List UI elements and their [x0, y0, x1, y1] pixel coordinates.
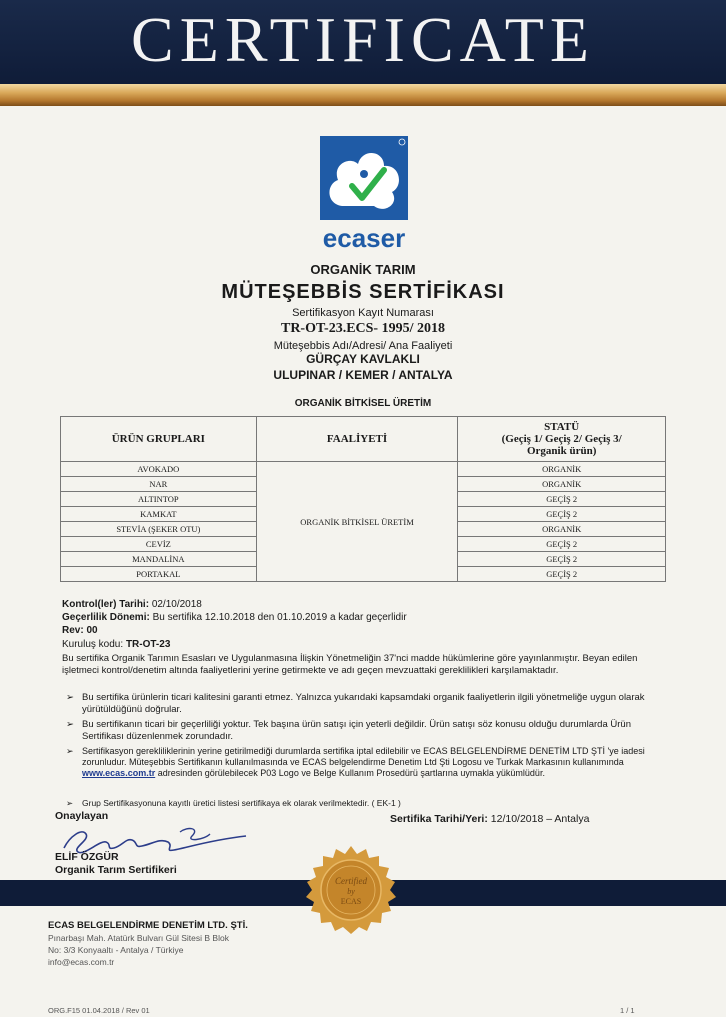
status-cell: GEÇİŞ 2 — [458, 567, 666, 582]
table-row — [61, 462, 666, 477]
col-activity: FAALİYETİ — [256, 417, 458, 462]
certificate-date: Sertifika Tarihi/Yeri: 12/10/2018 – Antalya — [390, 813, 590, 825]
status-cell: GEÇİŞ 2 — [458, 492, 666, 507]
entrepreneur-label: Müteşebbis Adı/Adresi/ Ana Faaliyeti — [273, 340, 453, 352]
status-cell: ORGANİK — [458, 462, 666, 477]
product-cell: NAR — [61, 477, 257, 492]
product-cell: MANDALİNA — [61, 552, 257, 567]
product-cell: KAMKAT — [61, 507, 257, 522]
product-table — [60, 416, 666, 582]
footer-address-2: No: 3/3 Konyaaltı - Antalya / Türkiye — [48, 945, 184, 955]
status-cell: ORGANİK — [458, 477, 666, 492]
bullet-group: ➢ Grup Sertifikasyonuna kayıtlı üretici listesi sertifikaya ek olarak verilmektedir. ( EK-1 ) — [66, 798, 401, 808]
approver-label: Onaylayan — [55, 810, 109, 822]
regulation-paragraph: Bu sertifika Organik Tarımın Esasları ve Uygulanmasına İlişkin Yönetmeliğin 37'nci madde hükümlerine göre yayınlanmıştır. Beyan edilen işletmeci kontrol/denetim altında faaliyetlerini yerine getirmekte ve adı geçen mevzuattaki gereklilikleri karşılamaktadır. — [62, 653, 638, 676]
bullet-quality: ➢ Bu sertifika ürünlerin ticari kalitesini garanti etmez. Yalnızca yukarıdaki kapsamdaki organik faaliyetlerin ilgili yönetmeliğe uygun olarak yürütüldüğünü doğrular. — [66, 692, 645, 715]
entrepreneur-name: GÜRÇAY KAVLAKLI — [306, 352, 420, 366]
registration-label: Sertifikasyon Kayıt Numarası — [292, 307, 434, 319]
ecas-website-link[interactable]: www.ecas.com.tr — [82, 768, 156, 778]
product-cell: CEVİZ — [61, 537, 257, 552]
org-code: Kuruluş kodu: TR-OT-23 — [62, 639, 171, 650]
col-status: STATÜ (Geçiş 1/ Geçiş 2/ Geçiş 3/ Organik ürün) — [458, 417, 666, 462]
product-cell: AVOKADO — [61, 462, 257, 477]
gold-seal-icon — [304, 844, 398, 938]
approver-name: ELİF ÖZGÜR — [55, 851, 119, 863]
entrepreneur-address: ULUPINAR / KEMER / ANTALYA — [273, 368, 453, 382]
gold-stripe — [0, 84, 726, 106]
col-product-groups: ÜRÜN GRUPLARI — [61, 417, 257, 462]
product-cell: PORTAKAL — [61, 567, 257, 582]
activity-cell: ORGANİK BİTKİSEL ÜRETİM — [256, 462, 458, 582]
approver-title: Organik Tarım Sertifikeri — [55, 864, 177, 876]
validity-period: Geçerlilik Dönemi: Bu sertifika 12.10.2018 den 01.10.2019 a kadar geçerlidir — [62, 612, 407, 623]
heading-organic: ORGANİK TARIM — [310, 262, 416, 277]
revision: Rev: 00 — [62, 625, 98, 636]
status-cell: GEÇİŞ 2 — [458, 537, 666, 552]
main-activity: ORGANİK BİTKİSEL ÜRETİM — [294, 398, 432, 409]
product-cell: STEVİA (ŞEKER OTU) — [61, 522, 257, 537]
footer-email: info@ecas.com.tr — [48, 957, 115, 967]
product-cell: ALTINTOP — [61, 492, 257, 507]
heading-certificate-type: MÜTEŞEBBİS SERTİFİKASI — [221, 281, 505, 303]
certificate-title: CERTIFICATE — [131, 4, 595, 75]
page-number: 1 / 1 — [620, 1006, 635, 1015]
form-code: ORG.F15 01.04.2018 / Rev 01 — [48, 1006, 150, 1015]
seal-text-2: by — [347, 887, 355, 896]
seal-text-3: ECAS — [340, 897, 362, 906]
logo-text: ecaser — [322, 223, 406, 253]
arrow-icon: ➢ — [66, 798, 74, 808]
status-cell: GEÇİŞ 2 — [458, 507, 666, 522]
arrow-icon: ➢ — [66, 692, 74, 703]
registration-number: TR-OT-23.ECS- 1995/ 2018 — [280, 321, 445, 336]
footer-company: ECAS BELGELENDİRME DENETİM LTD. ŞTİ. — [48, 920, 248, 931]
bullet-commercial: ➢ Bu sertifikanın ticari bir geçerliliği yoktur. Tek başına ürün satışı için yeterli değildir. Ürün satışı söz konusu olduğu durumlarda Ürün Sertifikası düzenlenmek zorundadır. — [66, 719, 631, 742]
footer-address-1: Pınarbaşı Mah. Atatürk Bulvarı Gül Sitesi B Blok — [48, 933, 229, 943]
bullet-cancellation: ➢ Sertifikasyon gerekliliklerinin yerine getirilmediği durumlarda sertifika iptal edilebilir ve ECAS BELGELENDİRME DENETİM LTD ŞTİ 'ye iadesi zorunludur. Müteşebbis Sertifikanın kullanılmasında ve ECAS belgelendirme Denetim Ltd Şti Logosu ve Turkak Markasının kullanımında www.ecas.com.tr adresinden görülebilecek P03 Logo ve Belge Kullanım Prosedürü şartlarına uymakla yükümlüdür. — [66, 746, 645, 778]
control-date: Kontrol(ler) Tarihi: 02/10/2018 — [62, 599, 202, 610]
arrow-icon: ➢ — [66, 719, 74, 730]
status-cell: ORGANİK — [458, 522, 666, 537]
seal-text-1: Certified — [335, 876, 367, 886]
status-cell: GEÇİŞ 2 — [458, 552, 666, 567]
arrow-icon: ➢ — [66, 746, 74, 756]
ecas-logo-icon — [318, 134, 410, 254]
table-header-row — [61, 417, 666, 462]
